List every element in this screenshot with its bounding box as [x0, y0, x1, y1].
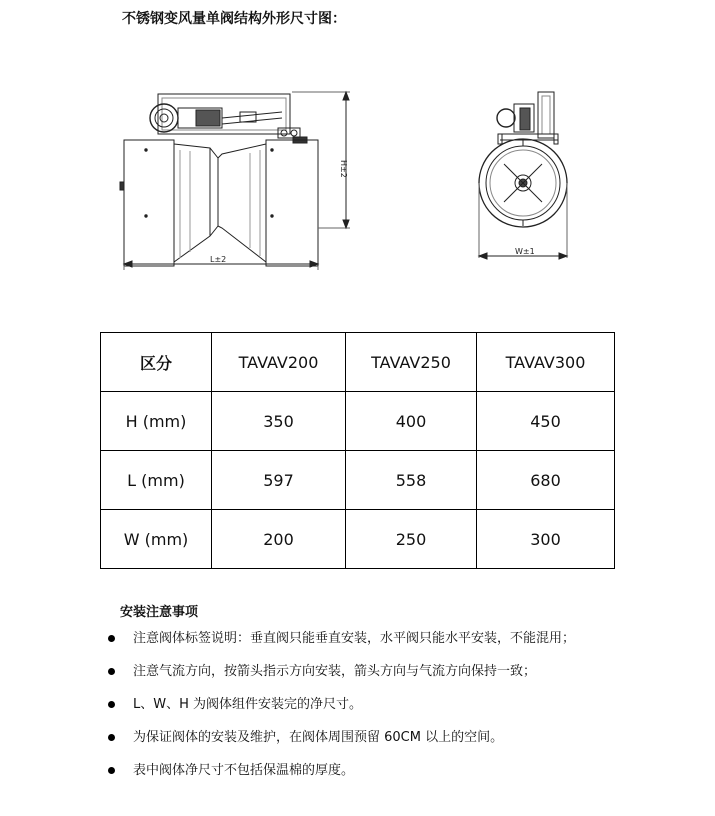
notes-title: 安装注意事项: [120, 605, 199, 620]
note-text: L、W、H 为阀体组件安装完的净尺寸。: [133, 697, 363, 712]
bullet-icon: [108, 767, 115, 774]
table-row: [101, 510, 615, 569]
list-item: [108, 661, 575, 694]
dim-h-label: H±2: [339, 160, 348, 178]
table-row: [101, 392, 615, 451]
table-cell: 558: [346, 451, 477, 510]
notes-list: [108, 628, 575, 793]
dimension-table: [100, 332, 615, 569]
damper-drawing: [0, 0, 715, 300]
table-row: [101, 451, 615, 510]
bullet-icon: [108, 635, 115, 642]
note-text: 为保证阀体的安装及维护，在阀体周围预留 60CM 以上的空间。: [133, 730, 504, 745]
table-cell: 350: [212, 392, 346, 451]
page-title: 不锈钢变风量单阀结构外形尺寸图：: [122, 11, 346, 27]
note-text: 表中阀体净尺寸不包括保温棉的厚度。: [133, 763, 355, 778]
side-view: [120, 92, 350, 270]
table-cell: L (mm): [101, 451, 212, 510]
bullet-icon: [108, 668, 115, 675]
list-item: [108, 628, 575, 661]
front-view: [479, 92, 567, 259]
bullet-icon: [108, 734, 115, 741]
table-cell: 680: [477, 451, 615, 510]
table-cell: H (mm): [101, 392, 212, 451]
table-header-cell: TAVAV200: [212, 333, 346, 392]
list-item: [108, 760, 575, 793]
table-cell: 250: [346, 510, 477, 569]
list-item: [108, 727, 575, 760]
bullet-icon: [108, 701, 115, 708]
table-cell: 400: [346, 392, 477, 451]
note-text: 注意阀体标签说明：垂直阀只能垂直安装，水平阀只能水平安装，不能混用；: [133, 631, 576, 646]
table-header-cell: TAVAV300: [477, 333, 615, 392]
dim-l-label: L±2: [210, 255, 227, 264]
table-cell: 597: [212, 451, 346, 510]
table-cell: W (mm): [101, 510, 212, 569]
table-header-cell: TAVAV250: [346, 333, 477, 392]
table-cell: 200: [212, 510, 346, 569]
table-cell: 450: [477, 392, 615, 451]
list-item: [108, 694, 575, 727]
table-cell: 300: [477, 510, 615, 569]
table-header-cell: 区分: [101, 333, 212, 392]
dim-w-label: W±1: [515, 247, 535, 256]
table-header-row: [101, 333, 615, 392]
note-text: 注意气流方向，按箭头指示方向安装，箭头方向与气流方向保持一致；: [133, 664, 537, 679]
